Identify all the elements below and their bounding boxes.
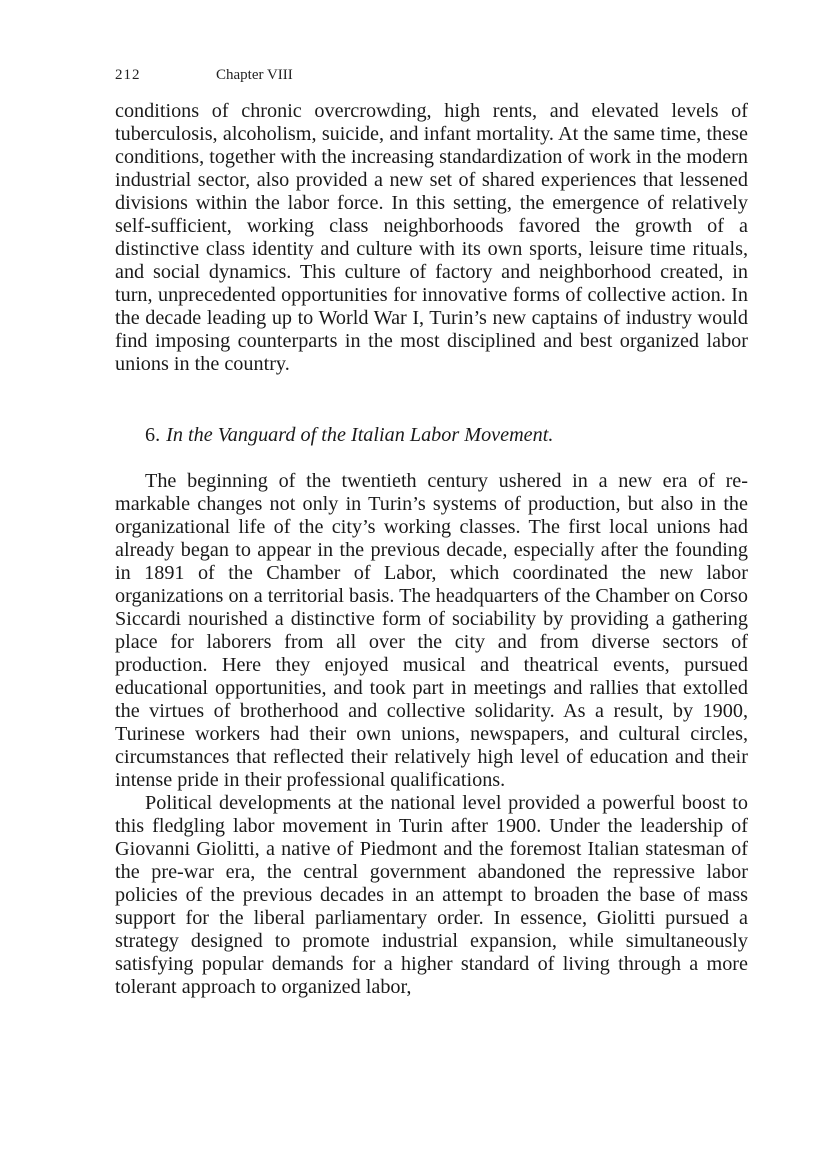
section-title: In the Vanguard of the Italian Labor Movement. (166, 424, 554, 446)
section-number: 6. (145, 424, 161, 446)
page-number: 212 (115, 67, 141, 83)
body-paragraph-continued: conditions of chronic overcrowding, high rents, and elevated levels of tuberculosis, alcoholism, suicide, and infant mortality. At the same time, these conditions, together with the increasing standardization of work in the modern industrial sector, also provided a new set of shared experiences that lessened divisions within the labor force. In this setting, the emergence of relatively self-sufficient, working class neighborhoods favored the growth of a distinctive class identity and culture with its own sports, leisure time rituals, and social dynamics. This culture of factory and neighborhood created, in turn, unprecedented opportunities for innovative forms of collective action. In the decade leading up to World War I, Turin’s new captains of industry would find imposing counterparts in the most disciplined and best organized labor unions in the country. (115, 100, 748, 375)
running-head (115, 64, 748, 86)
body-paragraph: Political developments at the national level provided a powerful boost to this fledgling labor movement in Turin after 1900. Under the leadership of Giovanni Giolitti, a native of Piedmont and the foremost Italian statesman of the pre-war era, the central government abandoned the repressive labor policies of the previous decades in an attempt to broaden the base of mass support for the liberal parliamentary order. In essence, Giolitti pursued a strategy designed to promote industrial expansion, while simultaneously satisfying popular demands for a higher standard of living through a more tolerant approach to organized labor, (115, 792, 748, 998)
chapter-label: Chapter VIII (216, 67, 293, 83)
section-heading (115, 424, 748, 447)
book-page (115, 64, 748, 999)
body-paragraph: The beginning of the twentieth century ushered in a new era of remarkable changes not only in Turin’s systems of production, but also in the organizational life of the city’s working classes. The first local unions had already began to appear in the previous decade, especially after the founding in 1891 of the Chamber of Labor, which coordinated the new labor organizations on a territorial basis. The headquarters of the Chamber on Corso Siccardi nourished a distinctive form of sociability by providing a gathering place for laborers from all over the city and from diverse sectors of production. Here they enjoyed musical and theatrical events, pursued educational opportunities, and took part in meetings and rallies that extolled the virtues of brotherhood and collective solidarity. As a result, by 1900, Turinese workers had their own unions, newspapers, and cultural circles, circumstances that reflected their relatively high level of education and their intense pride in their professional qualifications. (115, 470, 748, 791)
